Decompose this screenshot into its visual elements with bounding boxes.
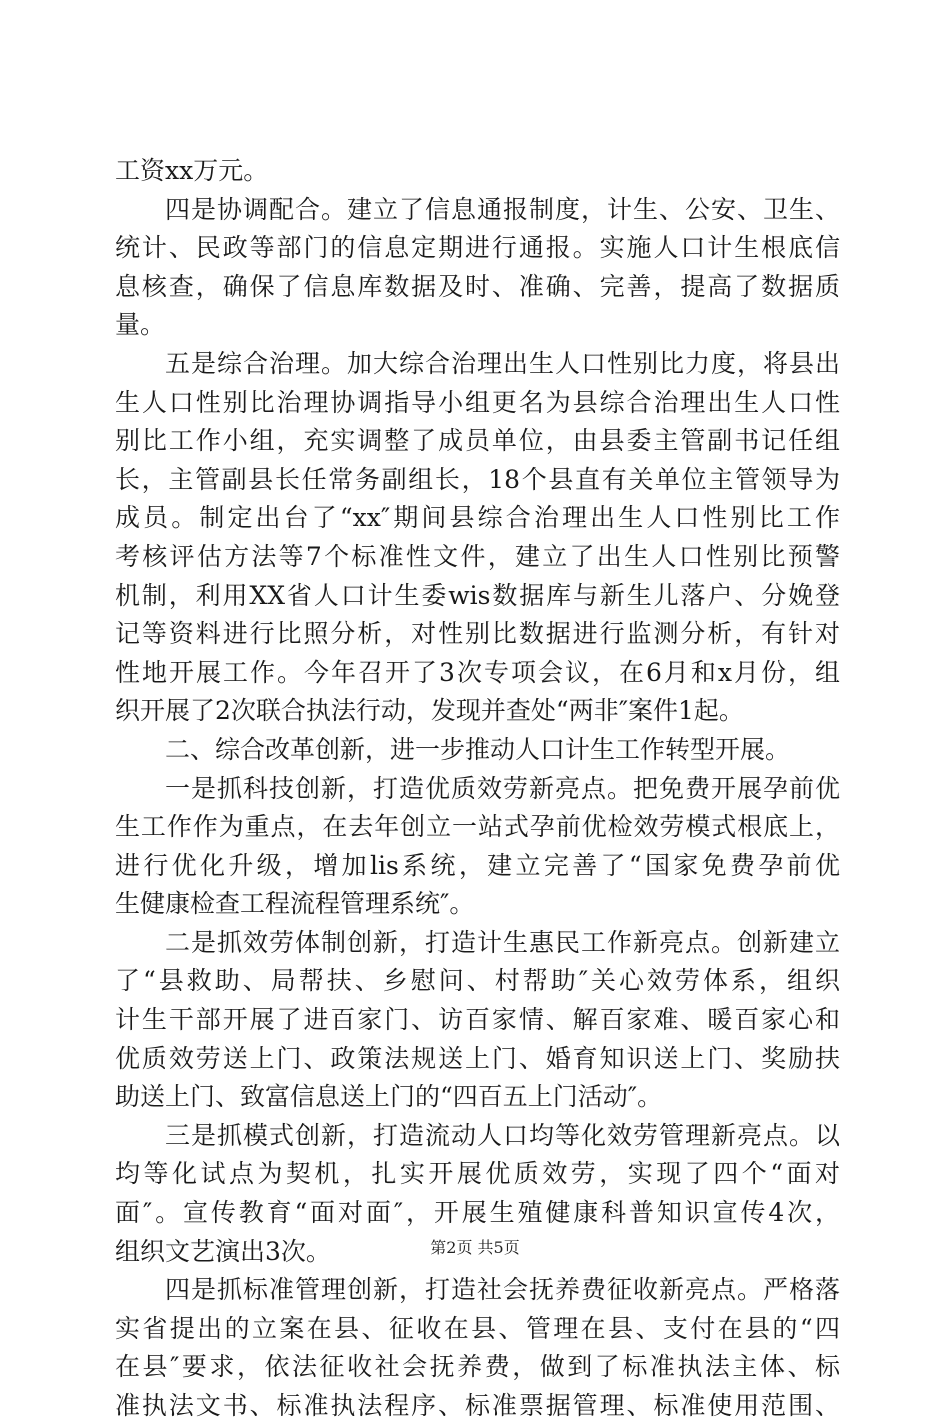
text-line: 在县″要求，依法征收社会抚养费，做到了标准执法主体、标 [115, 1352, 840, 1382]
text-line: 二、综合改革创新，进一步推动人口计生工作转型开展。 [165, 734, 791, 764]
text-line: 性地开展工作。今年召开了3次专项会议，在6月和x月份，组 [115, 657, 840, 687]
text-line: 量。 [115, 310, 166, 340]
text-line: 二是抓效劳体制创新，打造计生惠民工作新亮点。创新建立 [165, 927, 840, 957]
text-line: 均等化试点为契机，扎实开展优质效劳，实现了四个“面对 [115, 1159, 840, 1189]
text-line: 进行优化升级，增加lis系统，建立完善了“国家免费孕前优 [115, 850, 840, 880]
text-line: 了“县救助、局帮扶、乡慰问、村帮助″关心效劳体系，组织 [115, 966, 840, 996]
text-line: 助送上门、致富信息送上门的“四百五上门活动″。 [115, 1082, 663, 1112]
text-line: 四是协调配合。建立了信息通报制度，计生、公安、卫生、 [165, 194, 840, 224]
text-line: 统计、民政等部门的信息定期进行通报。实施人口计生根底信 [115, 233, 840, 263]
text-line: 织开展了2次联合执法行动，发现并查处“两非″案件1起。 [115, 696, 744, 726]
text-line: 机制，利用XX省人口计生委wis数据库与新生儿落户、分娩登 [115, 580, 840, 610]
text-line: 实省提出的立案在县、征收在县、管理在县、支付在县的“四 [115, 1313, 840, 1343]
text-line: 长，主管副县长任常务副组长，18个县直有关单位主管领导为 [115, 464, 840, 494]
text-line: 准执法文书、标准执法程序、标准票据管理、标准使用范围、 [115, 1391, 840, 1420]
text-line: 息核查，确保了信息库数据及时、准确、完善，提高了数据质 [115, 271, 840, 301]
document-body [115, 152, 840, 1426]
text-line: 面″。宣传教育“面对面″，开展生殖健康科普知识宣传4次， [115, 1198, 840, 1228]
text-line: 一是抓科技创新，打造优质效劳新亮点。把免费开展孕前优 [165, 773, 840, 803]
text-line: 生健康检查工程流程管理系统″。 [115, 889, 475, 919]
text-line: 生工作作为重点，在去年创立一站式孕前优检效劳模式根底上， [115, 812, 840, 842]
text-line: 别比工作小组，充实调整了成员单位，由县委主管副书记任组 [115, 426, 840, 456]
text-line: 记等资料进行比照分析，对性别比数据进行监测分析，有针对 [115, 619, 840, 649]
text-line: 组织文艺演出3次。 [115, 1236, 331, 1266]
text-line: 成员。制定出台了“xx″期间县综合治理出生人口性别比工作 [115, 503, 840, 533]
text-line: 计生干部开展了进百家门、访百家情、解百家难、暖百家心和 [115, 1005, 840, 1035]
text-line: 优质效劳送上门、政策法规送上门、婚育知识送上门、奖励扶 [115, 1043, 840, 1073]
text-line: 五是综合治理。加大综合治理出生人口性别比力度，将县出 [165, 348, 840, 378]
text-line: 考核评估方法等7个标准性文件，建立了出生人口性别比预警 [115, 541, 840, 571]
page-footer: 第2页 共5页 [430, 1238, 520, 1257]
text-line: 四是抓标准管理创新，打造社会抚养费征收新亮点。严格落 [165, 1275, 840, 1305]
text-line: 生人口性别比治理协调指导小组更名为县综合治理出生人口性 [115, 387, 840, 417]
text-line: 工资xx万元。 [115, 156, 269, 185]
text-line: 三是抓模式创新，打造流动人口均等化效劳管理新亮点。以 [165, 1120, 840, 1150]
